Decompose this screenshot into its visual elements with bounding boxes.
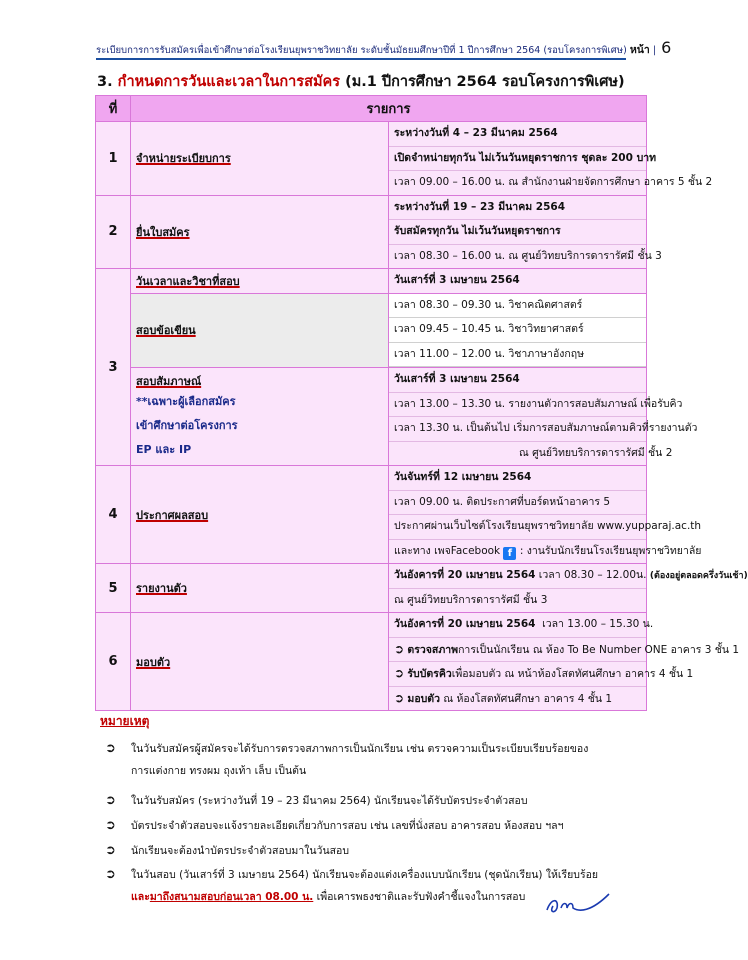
notes-title: หมายเหตุ: [100, 714, 150, 728]
col-header-items: รายการ: [131, 96, 647, 122]
signature-icon: [543, 890, 615, 918]
arrow-circle-right-icon: ➲: [394, 666, 405, 680]
row-item: สอบสัมภาษณ์ **เฉพาะผู้เลือกสมัคร เข้าศึกษาต่อโครงการ EP และ IP: [131, 368, 389, 466]
row-number: 3: [96, 269, 131, 466]
row-number: 1: [96, 122, 131, 196]
row-number: 4: [96, 466, 131, 564]
row-details: วันเสาร์ที่ 3 เมษายน 2564 เวลา 13.00 – 13.30 น. รายงานตัวการสอบสัมภาษณ์ เพื่อรับคิว เวลา 13.30 น. เป็นต้นไป เริ่มการสอบสัมภาษณ์ตามคิวที่รายงานตัว ณ ศูนย์วิทยบริการดารารัศมี ชั้น 2: [389, 368, 647, 466]
row-details: วันอังคารที่ 20 เมษายน 2564 เวลา 13.00 – 15.30 น. ➲ ตรวจสภาพการเป็นนักเรียน ณ ห้อง To Be Number ONE อาคาร 3 ชั้น 1 ➲ รับบัตรคิวเพื่อมอบตัว ณ หน้าห้องโสตทัศนศึกษา อาคาร 4 ชั้น 1 ➲ มอบตัว ณ ห้องโสตทัศนศึกษา อาคาร 4 ชั้น 1: [389, 613, 647, 711]
table-row: [96, 269, 647, 294]
note-item: ➲ นักเรียนจะต้องนำบัตรประจำตัวสอบมาในวันสอบ: [105, 840, 645, 862]
schedule-table: [95, 95, 748, 711]
arrow-circle-right-icon: ➲: [394, 690, 405, 705]
arrow-circle-right-icon: ➲: [105, 818, 116, 833]
table-row: [96, 564, 647, 613]
row-item: สอบข้อเขียน: [131, 293, 389, 368]
section-title: [97, 70, 625, 93]
table-row: [96, 195, 647, 269]
arrow-circle-right-icon: ➲: [105, 793, 116, 808]
row-details: ระหว่างวันที่ 4 – 23 มีนาคม 2564 เปิดจำหน่ายทุกวัน ไม่เว้นวันหยุดราชการ ชุดละ 200 บาท เวลา 09.00 – 16.00 น. ณ สำนักงานฝ่ายจัดการศึกษา อาคาร 5 ชั้น 2: [389, 122, 647, 196]
row-details: วันอังคารที่ 20 เมษายน 2564 เวลา 08.30 – 12.00น. (ต้องอยู่ตลอดครึ่งวันเช้า) ณ ศูนย์วิทยบริการดารารัศมี ชั้น 3: [389, 564, 647, 613]
section-number: 3.: [97, 74, 113, 90]
table-row: [96, 122, 647, 196]
note-item: ➲ บัตรประจำตัวสอบจะแจ้งรายละเอียดเกี่ยวกับการสอบ เช่น เลขที่นั่งสอบ อาคารสอบ ห้องสอบ ฯลฯ: [105, 815, 645, 837]
table-row: [96, 466, 647, 564]
row-item: รายงานตัว: [131, 564, 389, 613]
arrow-circle-right-icon: ➲: [394, 641, 405, 656]
facebook-icon: f: [503, 547, 516, 560]
section-title-rest: (ม.1 ปีการศึกษา 2564 รอบโครงการพิเศษ): [345, 74, 625, 90]
note-item: ➲ ในวันสอบ (วันเสาร์ที่ 3 เมษายน 2564) นักเรียนจะต้องแต่งเครื่องแบบนักเรียน (ชุดนักเรียน) ให้เรียบร้อย และมาถึงสนามสอบก่อนเวลา 08.00 น. เพื่อเคารพธงชาติและรับฟังคำชี้แจงในการสอบ: [105, 864, 645, 908]
row-item: วันเวลาและวิชาที่สอบ: [131, 269, 389, 294]
table-row: [96, 368, 647, 466]
row-number: 2: [96, 195, 131, 269]
page-number: 6: [661, 38, 672, 57]
section-title-red: กำหนดการวันและเวลาในการสมัคร: [117, 74, 340, 90]
row-item: มอบตัว: [131, 613, 389, 711]
row-number: 6: [96, 613, 131, 711]
row-number: 5: [96, 564, 131, 613]
table-row: [96, 613, 647, 711]
row-item: ประกาศผลสอบ: [131, 466, 389, 564]
row-details: วันจันทร์ที่ 12 เมษายน 2564 เวลา 09.00 น. ติดประกาศที่บอร์ดหน้าอาคาร 5 ประกาศผ่านเว็บไซต์โรงเรียนยุพราชวิทยาลัย www.yupparaj.ac.th และทาง เพจFacebook f : งานรับนักเรียนโรงเรียนยุพราชวิทยาลัย: [389, 466, 647, 564]
header-divider: [96, 58, 626, 60]
page-label: หน้า: [629, 44, 650, 56]
row-details: ระหว่างวันที่ 19 – 23 มีนาคม 2564 รับสมัครทุกวัน ไม่เว้นวันหยุดราชการ เวลา 08.30 – 16.00 น. ณ ศูนย์วิทยบริการดารารัศมี ชั้น 3: [389, 195, 647, 269]
row-details: เวลา 08.30 – 09.30 น. วิชาคณิตศาสตร์ เวลา 09.45 – 10.45 น. วิชาวิทยาศาสตร์ เวลา 11.00 – 12.00 น. วิชาภาษาอังกฤษ: [389, 293, 647, 368]
row-details: วันเสาร์ที่ 3 เมษายน 2564: [389, 269, 647, 294]
header-text: ระเบียบการการรับสมัครเพื่อเข้าศึกษาต่อโรงเรียนยุพราชวิทยาลัย ระดับชั้นมัธยมศึกษาปีที่ 1 ปีการศึกษา 2564 (รอบโครงการพิเศษ): [96, 45, 627, 56]
table-row: [96, 293, 647, 368]
arrow-circle-right-icon: ➲: [105, 867, 116, 882]
row-item: จำหน่ายระเบียบการ: [131, 122, 389, 196]
arrow-circle-right-icon: ➲: [105, 843, 116, 858]
row-item: ยื่นใบสมัคร: [131, 195, 389, 269]
col-header-no: ที่: [96, 96, 131, 122]
note-item: ➲ ในวันรับสมัครผู้สมัครจะได้รับการตรวจสภาพการเป็นนักเรียน เช่น ตรวจความเป็นระเบียบเรียบร้อยของ การแต่งกาย ทรงผม ถุงเท้า เล็บ เป็นต้น: [105, 738, 645, 782]
note-item: ➲ ในวันรับสมัคร (ระหว่างวันที่ 19 – 23 มีนาคม 2564) นักเรียนจะได้รับบัตรประจำตัวสอบ: [105, 790, 645, 812]
page-header: ระเบียบการการรับสมัครเพื่อเข้าศึกษาต่อโรงเรียนยุพราชวิทยาลัย ระดับชั้นมัธยมศึกษาปีที่ 1 ปีการศึกษา 2564 (รอบโครงการพิเศษ) หน้า | 6: [96, 38, 672, 57]
arrow-circle-right-icon: ➲: [105, 741, 116, 756]
